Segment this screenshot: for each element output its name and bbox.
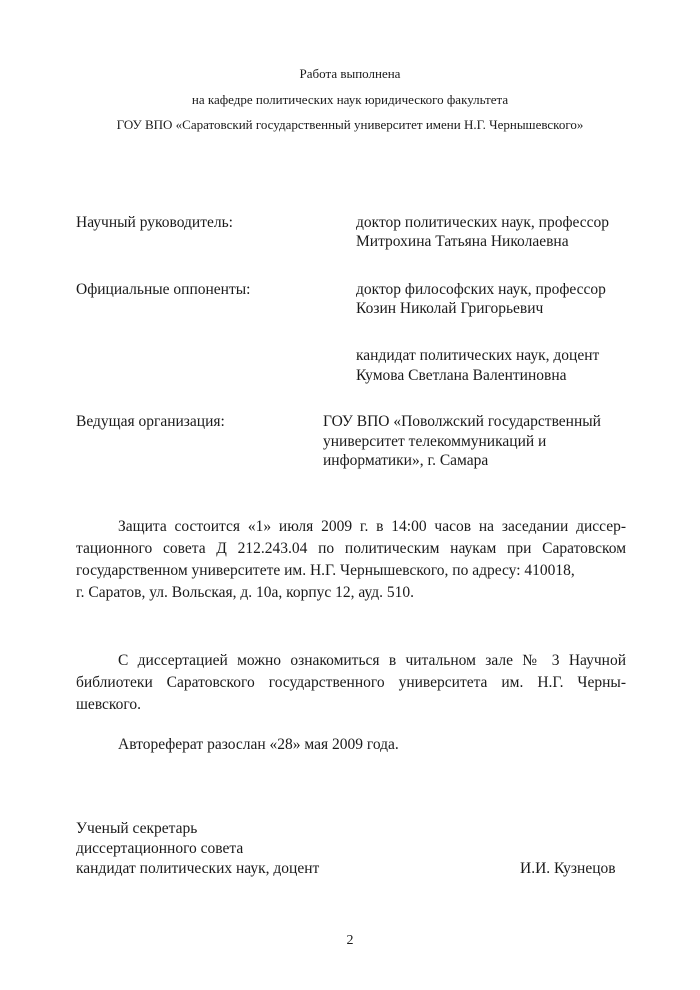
opponents-label: Официальные оппоненты: (76, 281, 251, 298)
supervisor-label: Научный руководитель: (76, 214, 233, 231)
defense-paragraph (76, 516, 626, 604)
leading-org-line-2: университет телекоммуникаций и (323, 433, 547, 450)
defense-line-3: государственном университете им. Н.Г. Чернышевского, по адресу: 410018, (76, 562, 575, 579)
supervisor-name: Митрохина Татьяна Николаевна (356, 233, 569, 250)
library-line-2: библиотеки Саратовского государственного университета им. Н.Г. Черны- (76, 674, 626, 691)
defense-line-4: г. Саратов, ул. Вольская, д. 10а, корпус 12, ауд. 510. (76, 584, 415, 601)
library-line-1: С диссертацией можно ознакомиться в читальном зале № 3 Научной (118, 652, 626, 669)
leading-org-label: Ведущая организация: (76, 413, 225, 430)
opponent-2-degree: кандидат политических наук, доцент (356, 347, 600, 364)
opponent-1-degree: доктор философских наук, профессор (356, 281, 606, 298)
defense-line-1: Защита состоится «1» июля 2009 г. в 14:00 часов на заседании диссер- (118, 518, 626, 535)
secretary-degree: кандидат политических наук, доцент (76, 860, 320, 877)
supervisor-degree: доктор политических наук, профессор (356, 214, 610, 231)
defense-line-2: тационного совета Д 212.243.04 по политическим наукам при Саратовском (76, 540, 626, 557)
library-paragraph (76, 650, 626, 716)
sent-date: Автореферат разослан «28» мая 2009 года. (118, 736, 399, 753)
opponent-2-name: Кумова Светлана Валентиновна (356, 367, 567, 384)
library-line-3: шевского. (76, 696, 142, 713)
secretary-title: Ученый секретарь (76, 820, 198, 837)
leading-org-line-1: ГОУ ВПО «Поволжский государственный (323, 413, 601, 430)
header-line-3: ГОУ ВПО «Саратовский государственный университет имени Н.Г. Чернышевского» (116, 117, 584, 132)
header-line-1: Работа выполнена (299, 66, 401, 81)
secretary-council: диссертационного совета (76, 840, 244, 857)
leading-org-line-3: информатики», г. Самара (323, 452, 489, 469)
header-line-2: на кафедре политических наук юридического факультета (191, 92, 509, 107)
opponent-1-name: Козин Николай Григорьевич (356, 300, 544, 317)
secretary-name: И.И. Кузнецов (520, 860, 616, 877)
page-number: 2 (346, 933, 354, 948)
